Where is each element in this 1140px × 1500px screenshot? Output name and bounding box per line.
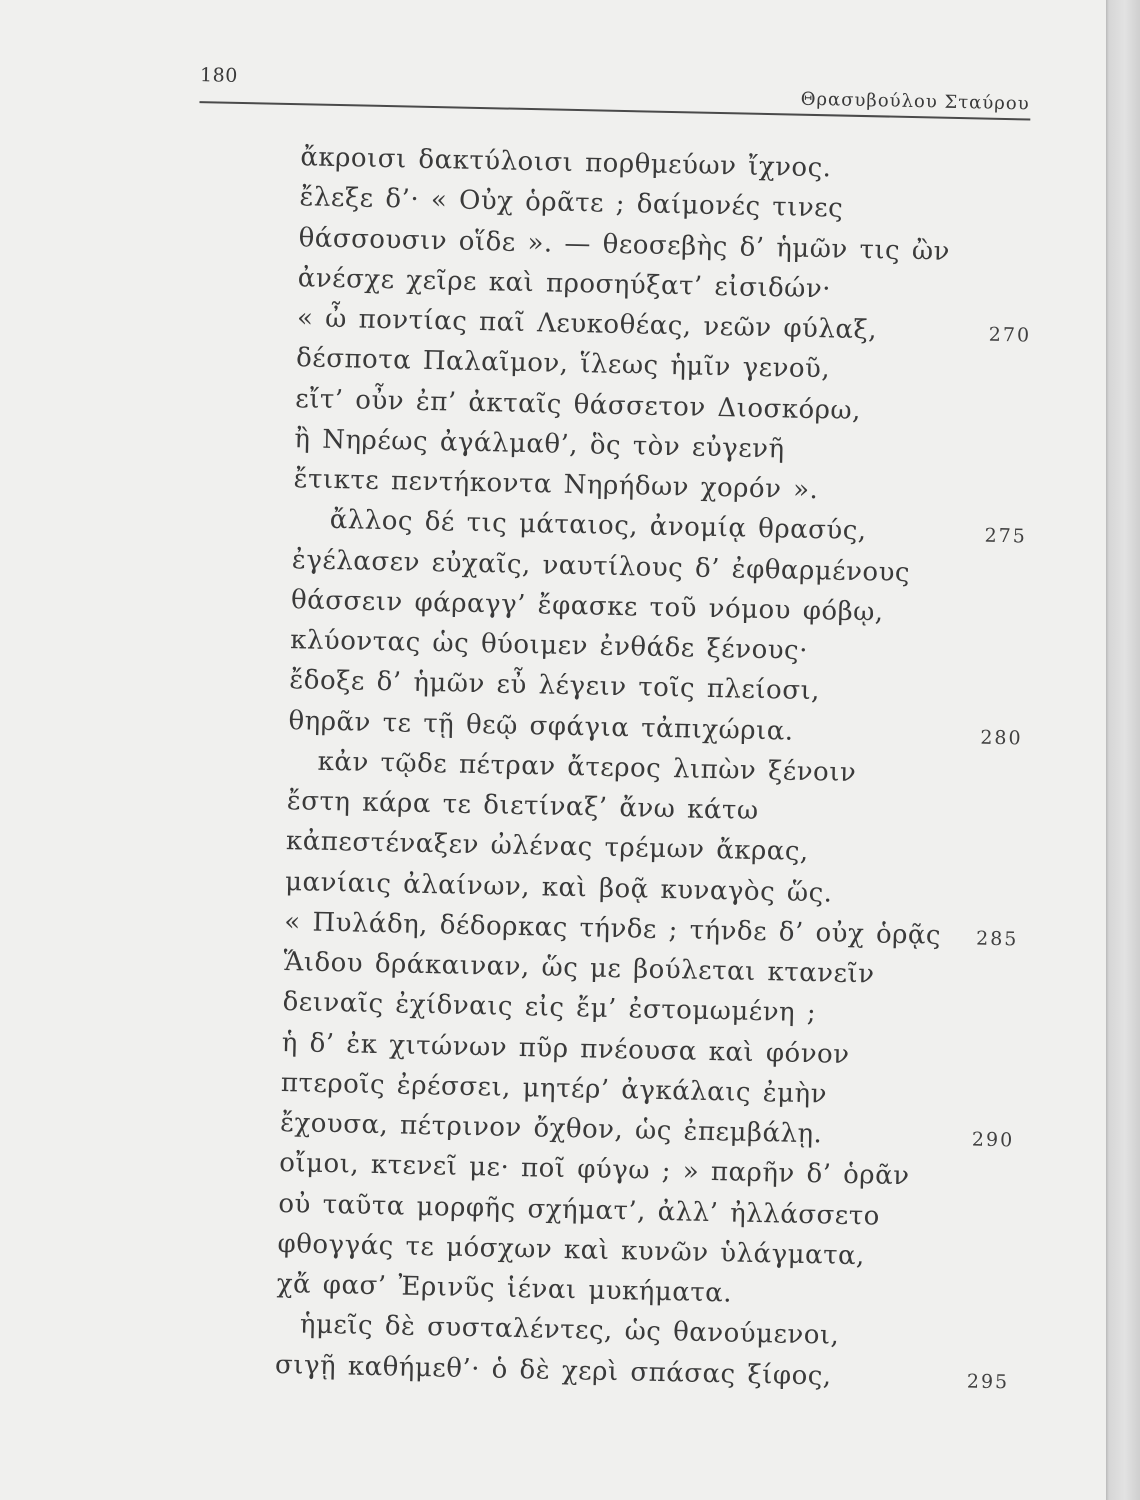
verse-text: χἄ φασ’ Ἐρινῦς ἱέναι μυκήματα. [276, 1268, 733, 1309]
verse-text: ἔχουσα, πέτρινον ὄχθον, ὡς ἐπεμβάλῃ. [279, 1108, 823, 1150]
verse-text: μανίαις ἀλαίνων, καὶ βοᾷ κυναγὸς ὥς. [284, 866, 833, 909]
verse-text: ἀνέσχε χεῖρε καὶ προσηύξατ’ εἰσιδών· [297, 262, 832, 305]
running-head: Θρασυβούλου Σταύρου [800, 88, 1030, 115]
verse-text: οἴμοι, κτενεῖ με· ποῖ φύγω ; » παρῆν δ’ ὁρᾶν [278, 1148, 910, 1192]
line-number: 295 [966, 1369, 1010, 1393]
verse-text: πτεροῖς ἐρέσσει, μητέρ’ ἀγκάλαις ἐμὴν [280, 1067, 828, 1110]
verse-text: ἢ Νηρέως ἀγάλμαθ’, ὃς τὸν εὐγενῆ [294, 423, 785, 465]
page-number: 180 [199, 64, 239, 87]
verse-text: οὐ ταῦτα μορφῆς σχήματ’, ἀλλ’ ἠλλάσσετο [278, 1188, 881, 1232]
verse-text: δειναῖς ἐχίδναις εἰς ἔμ’ ἐστομωμένη ; [282, 987, 817, 1029]
verse-text: « Πυλάδη, δέδορκας τήνδε ; τήνδε δ’ οὐχ ὁρᾷς [284, 906, 942, 951]
verse-text: θάσσουσιν οἵδε ». — θεοσεβὴς δ’ ἡμῶν τις ὢν [298, 222, 951, 267]
verse-block [275, 137, 1041, 1400]
verse-text: κἀν τῷδε πέτραν ἄτερος λιπὼν ξένοιν [317, 746, 857, 788]
verse-text: ἐγέλασεν εὐχαῖς, ναυτίλους δ’ ἐφθαρμένους [291, 544, 911, 588]
page-edge [1106, 0, 1140, 1500]
line-number: 280 [980, 726, 1023, 749]
verse-text: ἄλλος δέ τις μάταιος, ἀνομίᾳ θρασύς, [329, 505, 867, 547]
verse-text: θηρᾶν τε τῇ θεῷ σφάγια τἀπιχώρια. [288, 705, 794, 747]
verse-text: κλύοντας ὡς θύοιμεν ἐνθάδε ξένους· [289, 625, 809, 666]
verse-text: Ἅιδου δράκαιναν, ὥς με βούλεται κτανεῖν [283, 947, 875, 990]
verse-text: ἔλεξε δ’· « Οὐχ ὁρᾶτε ; δαίμονές τινες [299, 182, 844, 224]
verse-text: ἔδοξε δ’ ἡμῶν εὖ λέγειν τοῖς πλείοσι, [289, 665, 821, 707]
verse-text: κἀπεστέναξεν ὠλένας τρέμων ἄκρας, [285, 826, 810, 868]
verse-text: ἡ δ’ ἐκ χιτώνων πῦρ πνέουσα καὶ φόνον [281, 1027, 850, 1070]
line-number: 275 [984, 524, 1028, 548]
line-number: 270 [988, 323, 1032, 347]
verse-text: εἴτ’ οὖν ἐπ’ ἀκταῖς θάσσετον Διοσκόρω, [294, 383, 862, 426]
verse-text: « ὦ ποντίας παῖ Λευκοθέας, νεῶν φύλαξ, [296, 303, 878, 346]
page-header [165, 31, 1065, 115]
line-number: 290 [971, 1128, 1015, 1152]
verse-text: ἄκροισι δακτύλοισι πορθμεύων ἴχνος. [300, 142, 832, 184]
verse-text: θάσσειν φάραγγ’ ἔφασκε τοῦ νόμου φόβῳ, [290, 584, 884, 628]
verse-text: δέσποτα Παλαῖμον, ἵλεως ἡμῖν γενοῦ, [295, 343, 831, 385]
verse-text: ἡμεῖς δὲ συσταλέντες, ὡς θανούμενοι, [299, 1309, 840, 1352]
book-page [136, 31, 1065, 1450]
verse-text: φθογγάς τε μόσχων καὶ κυνῶν ὑλάγματα, [277, 1228, 866, 1272]
line-number: 285 [975, 927, 1019, 951]
verse-text: σιγῇ καθήμεθ’· ὁ δὲ χερὶ σπάσας ξίφος, [274, 1349, 832, 1392]
verse-text: ἔστη κάρα τε διετίναξ’ ἄνω κάτω [286, 786, 759, 826]
verse-text: ἔτικτε πεντήκοντα Νηρήδων χορόν ». [293, 464, 819, 506]
